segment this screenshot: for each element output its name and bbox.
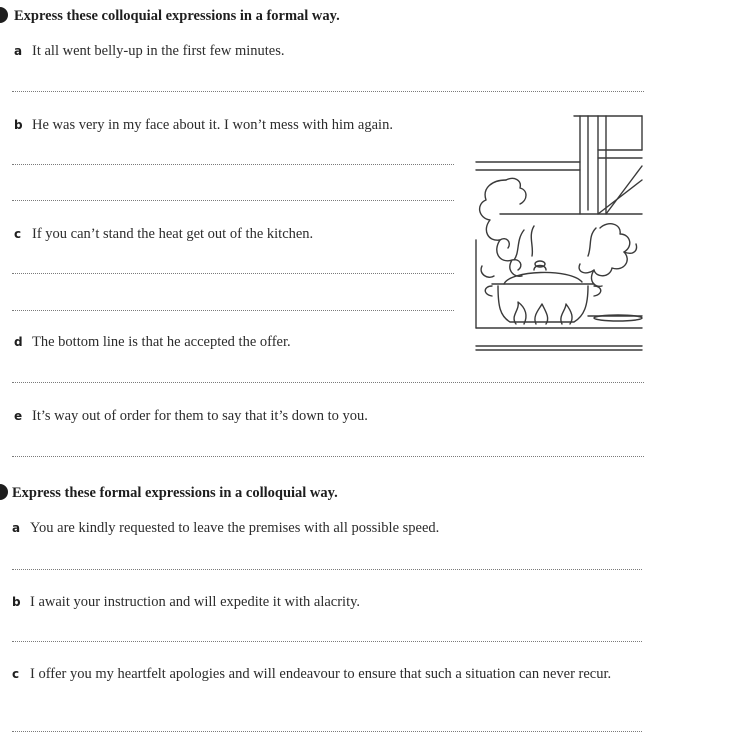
section1-item-a: [14, 43, 284, 60]
answer-line[interactable]: [12, 382, 644, 383]
section1-heading: Express these colloquial expressions in a formal way.: [14, 8, 340, 24]
section2-item-c: [12, 665, 652, 683]
answer-line[interactable]: [12, 641, 642, 642]
item-text: The bottom line is that he accepted the offer.: [32, 334, 291, 350]
section2-item-a: [12, 520, 439, 537]
item-text: You are kindly requested to leave the premises with all possible speed.: [30, 520, 440, 536]
item-text: I offer you my heartfelt apologies and will endeavour to ensure that such a situation can never recur.: [30, 666, 612, 682]
item-letter: c: [14, 227, 22, 241]
item-letter: a: [14, 44, 23, 58]
section1-item-d: [14, 334, 291, 351]
answer-line[interactable]: [12, 200, 454, 201]
item-letter: b: [12, 595, 21, 609]
section1-bullet: [0, 7, 8, 23]
section1-item-e: [14, 408, 368, 425]
answer-line[interactable]: [12, 569, 642, 570]
section1-item-b: [14, 117, 393, 134]
item-text: I await your instruction and will expedite it with alacrity.: [30, 594, 361, 610]
answer-line[interactable]: [12, 91, 644, 92]
section2-item-b: [12, 594, 360, 611]
item-letter: b: [14, 118, 23, 132]
item-text: It all went belly-up in the first few minutes.: [32, 43, 285, 59]
section1-item-c: [14, 226, 313, 243]
item-letter: d: [14, 335, 23, 349]
answer-line[interactable]: [12, 456, 644, 457]
section2-heading: Express these formal expressions in a colloquial way.: [12, 485, 338, 501]
item-text: If you can’t stand the heat get out of the kitchen.: [32, 226, 314, 242]
answer-line[interactable]: [12, 164, 454, 165]
answer-line[interactable]: [12, 273, 454, 274]
item-letter: a: [12, 521, 21, 535]
item-text: He was very in my face about it. I won’t mess with him again.: [32, 117, 393, 133]
answer-line[interactable]: [12, 310, 454, 311]
item-text: It’s way out of order for them to say that it’s down to you.: [32, 408, 368, 424]
boiling-pot-illustration: [470, 110, 650, 360]
answer-line[interactable]: [12, 731, 642, 732]
item-letter: e: [14, 409, 23, 423]
section2-bullet: [0, 484, 8, 500]
item-letter: c: [12, 667, 20, 681]
